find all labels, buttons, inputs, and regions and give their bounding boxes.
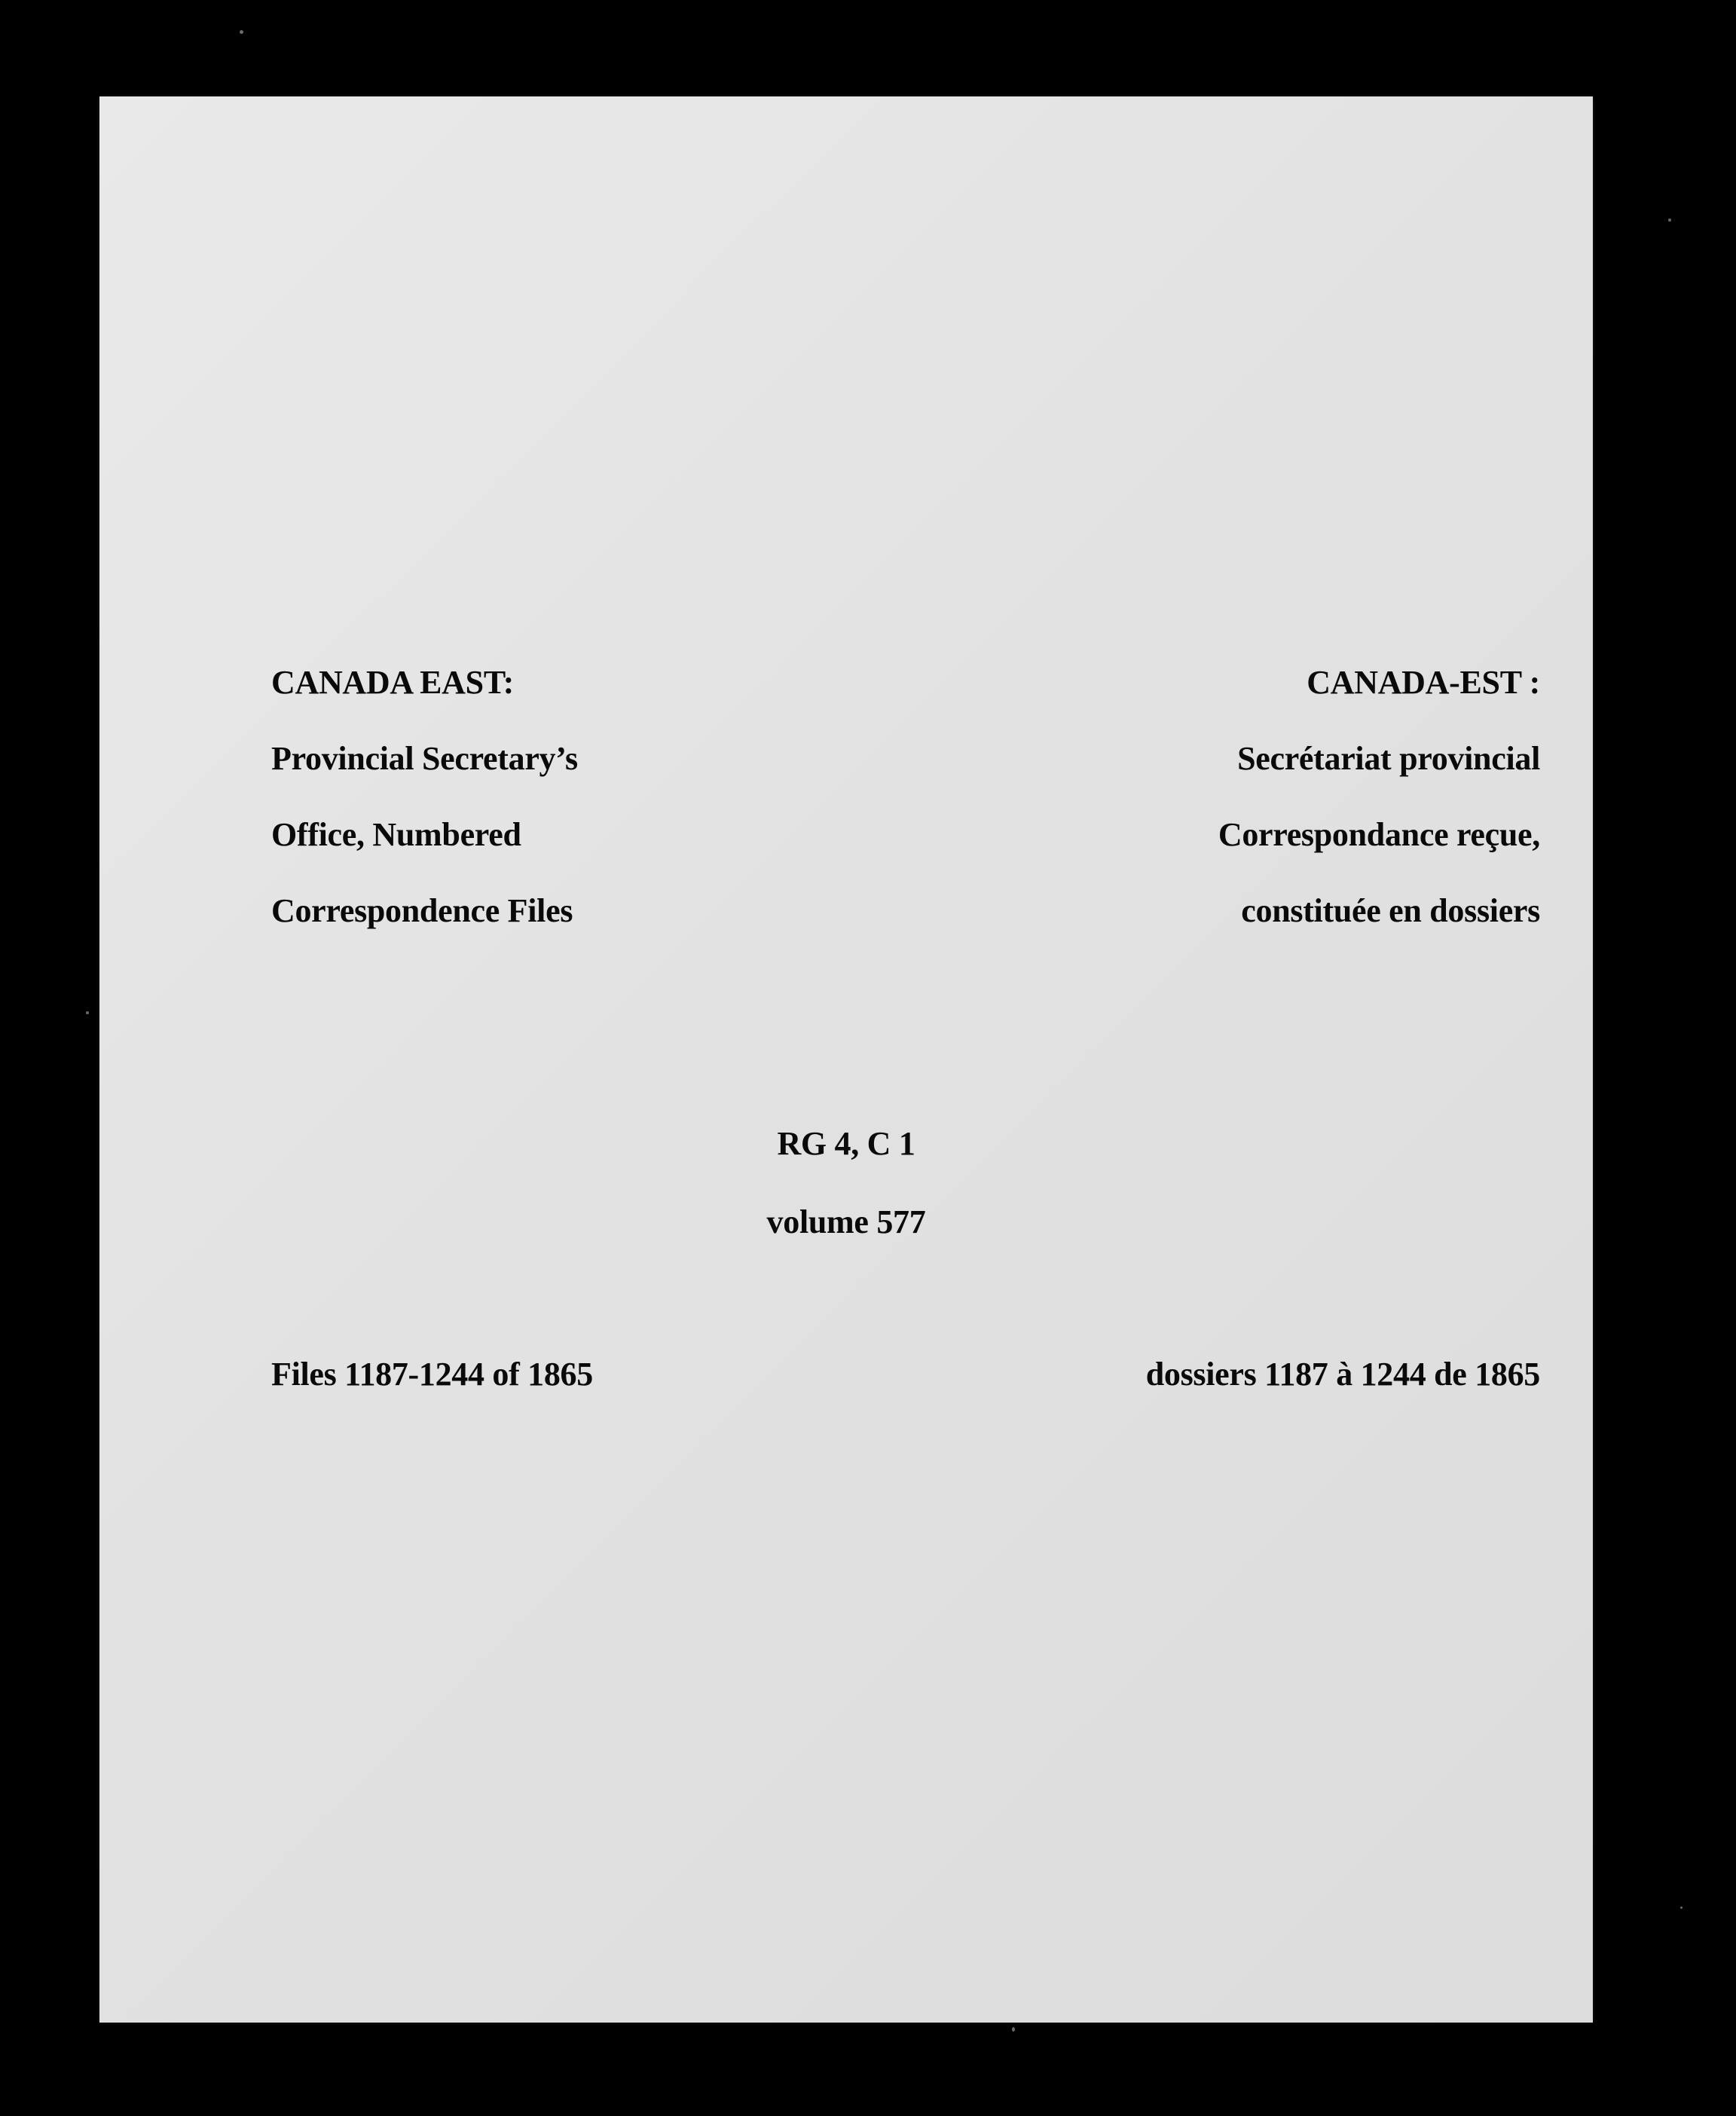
english-line-2: Office, Numbered <box>271 816 521 853</box>
english-title: CANADA EAST: <box>271 664 514 701</box>
french-line-1: Secrétariat provincial <box>1237 740 1540 777</box>
english-file-range: Files 1187-1244 of 1865 <box>271 1356 593 1393</box>
scan-speck <box>1680 1907 1683 1909</box>
scan-speck <box>240 30 243 34</box>
french-line-3: constituée en dossiers <box>1241 892 1540 929</box>
scan-speck <box>1668 219 1671 222</box>
document-page <box>99 96 1593 2023</box>
scan-speck <box>1012 2027 1015 2032</box>
english-line-3: Correspondence Files <box>271 892 573 929</box>
french-line-2: Correspondance reçue, <box>1218 816 1540 853</box>
volume-number: volume 577 <box>766 1203 926 1240</box>
scan-speck <box>86 1011 89 1014</box>
french-file-range: dossiers 1187 à 1244 de 1865 <box>1145 1356 1540 1393</box>
french-title: CANADA-EST : <box>1307 664 1540 701</box>
english-line-1: Provincial Secretary’s <box>271 740 578 777</box>
record-group-reference: RG 4, C 1 <box>777 1125 915 1162</box>
